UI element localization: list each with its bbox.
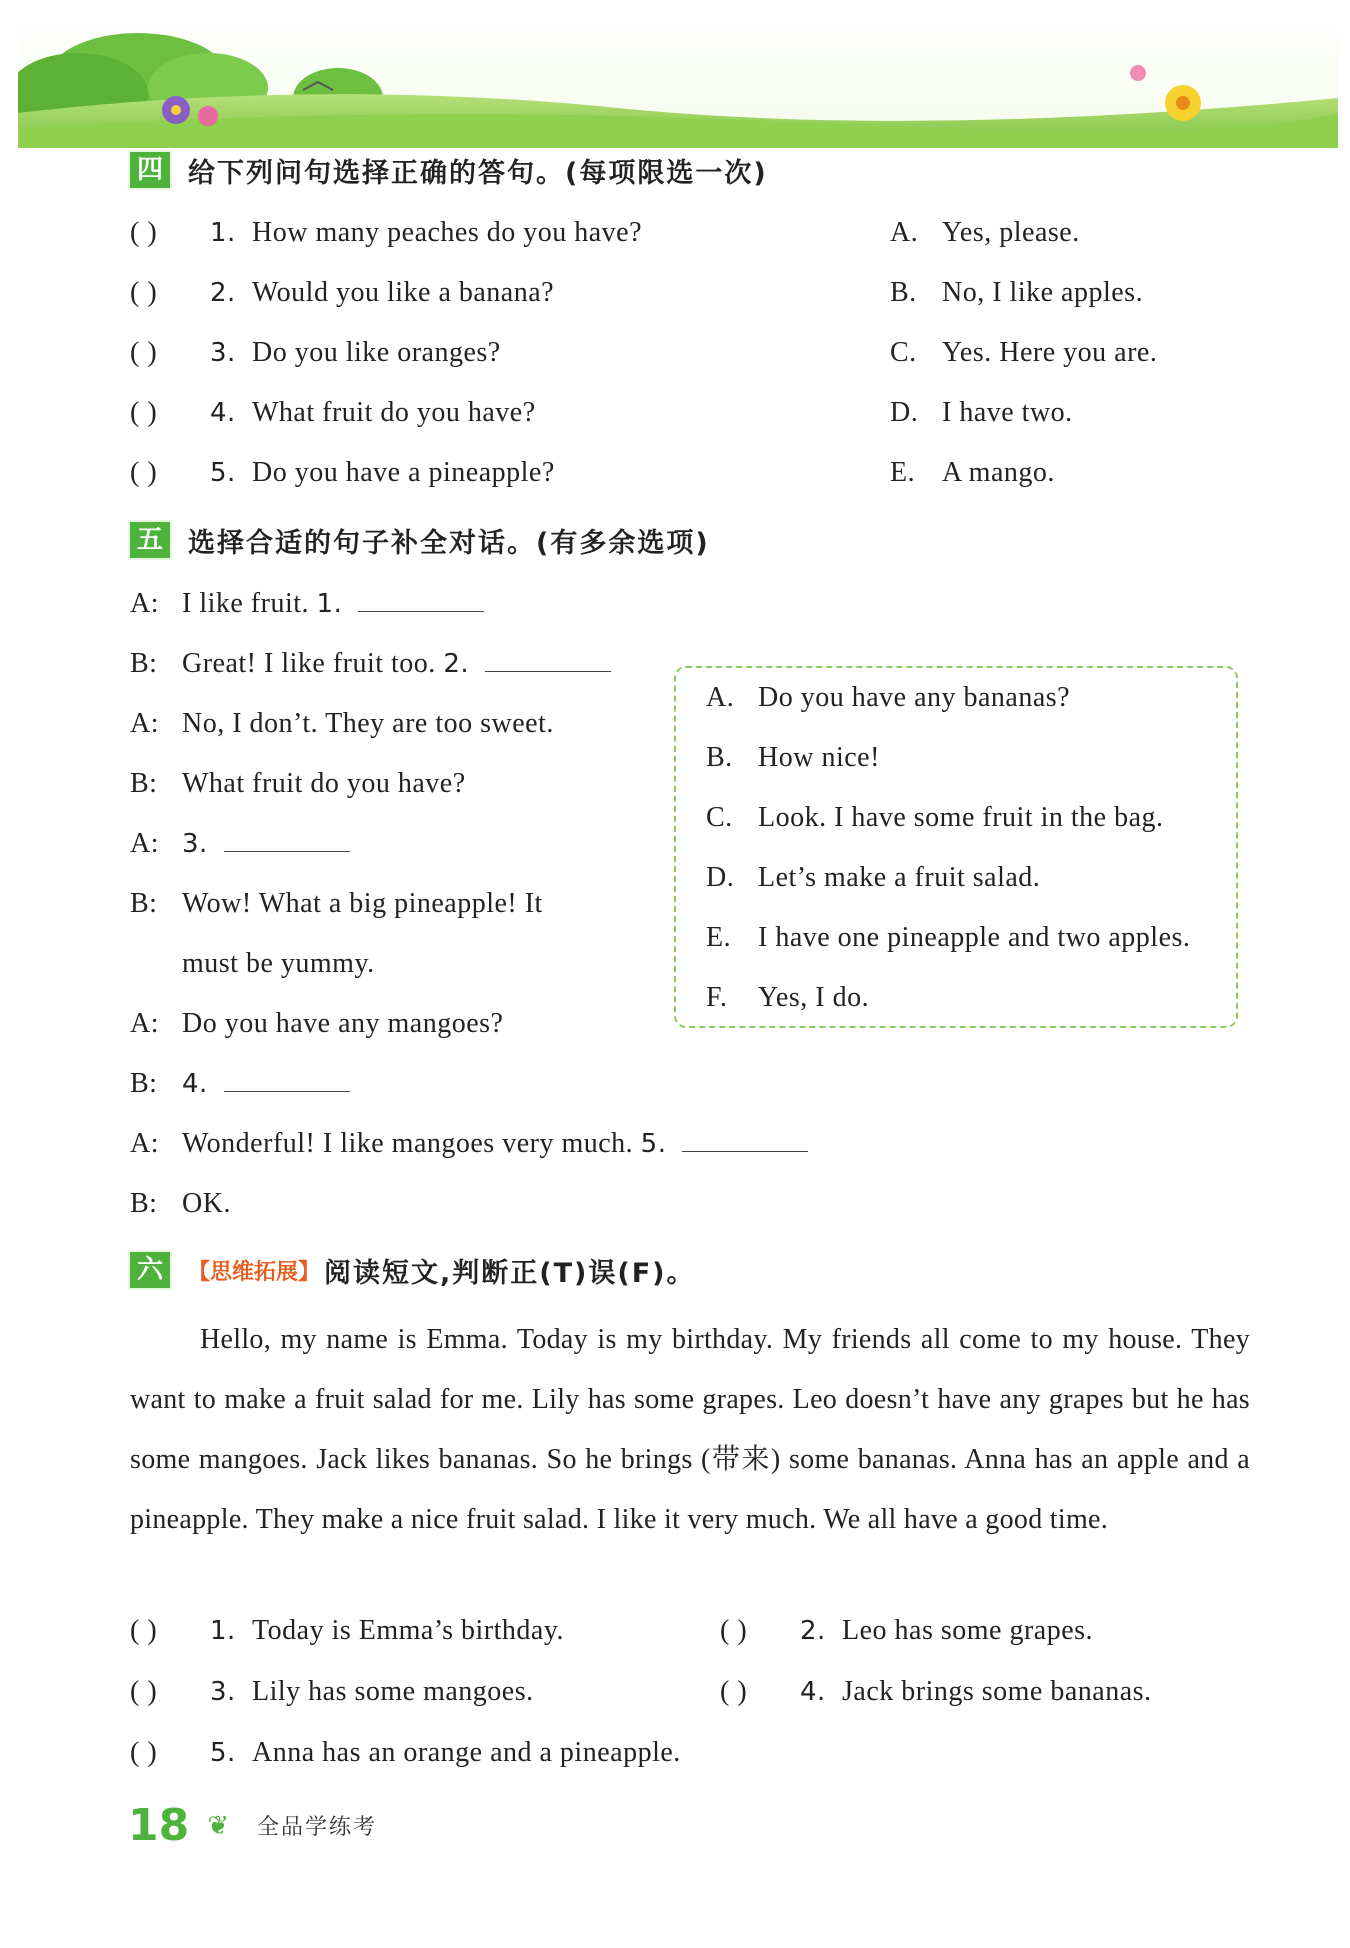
answer-option [890, 397, 1073, 429]
option-text: Yes, I do. [758, 982, 870, 1013]
blank-number: 3. [182, 829, 208, 859]
question-number: 3. [210, 338, 236, 368]
statement-row [130, 1615, 564, 1647]
option-text: How nice! [758, 742, 880, 773]
section-4-title: 给下列问句选择正确的答句。(每项限选一次) [188, 157, 768, 189]
statement-number: 1. [210, 1616, 236, 1646]
dialogue-line [130, 1068, 350, 1100]
question-number: 5. [210, 458, 236, 488]
option-text: Look. I have some fruit in the bag. [758, 802, 1164, 833]
option-letter: C. [706, 802, 733, 833]
answer-blank[interactable] [485, 651, 611, 672]
option-text: I have one pineapple and two apples. [758, 922, 1191, 953]
speaker-label: B: [130, 768, 158, 799]
question-row [130, 277, 554, 309]
dialogue-text: No, I don’t. They are too sweet. [182, 708, 554, 739]
speaker-label: A: [130, 1128, 159, 1159]
dialogue-text: Wonderful! I like mangoes very much. [182, 1128, 634, 1159]
section-6-tag: 【思维拓展】 [188, 1259, 321, 1285]
option-letter: C. [890, 337, 917, 368]
question-row [130, 397, 536, 429]
section-5-options-box [674, 666, 1238, 1028]
option-text: Do you have any bananas? [758, 682, 1071, 713]
answer-paren[interactable]: ( ) [130, 1676, 158, 1707]
dialogue-text: Wow! What a big pineapple! It [182, 888, 543, 919]
option-letter: B. [890, 277, 917, 308]
option-row [706, 742, 880, 774]
option-text: Yes. Here you are. [942, 337, 1158, 368]
question-text: Would you like a banana? [252, 277, 555, 308]
section-4-heading [128, 150, 768, 190]
answer-blank[interactable] [224, 1071, 350, 1092]
option-row [706, 862, 1040, 894]
question-row [130, 337, 501, 369]
section-6-heading [128, 1250, 696, 1290]
question-number: 4. [210, 398, 236, 428]
question-text: Do you like oranges? [252, 337, 501, 368]
answer-option [890, 457, 1055, 489]
answer-paren[interactable]: ( ) [720, 1676, 748, 1707]
section-6-badge: 六 [128, 1250, 172, 1290]
dialogue-line [130, 768, 466, 800]
statement-row [130, 1737, 681, 1769]
dialogue-line [130, 1128, 808, 1160]
statement-row [130, 1676, 534, 1708]
question-number: 2. [210, 278, 236, 308]
option-row [706, 682, 1070, 714]
speaker-label: A: [130, 588, 159, 619]
dialogue-line [130, 888, 543, 920]
section-6-title: 阅读短文,判断正(T)误(F)。 [324, 1257, 696, 1289]
option-row [706, 922, 1190, 954]
statement-number: 3. [210, 1677, 236, 1707]
statement-row [720, 1615, 1093, 1647]
statement-number: 4. [800, 1677, 826, 1707]
option-letter: A. [706, 682, 735, 713]
question-text: How many peaches do you have? [252, 217, 643, 248]
question-number: 1. [210, 218, 236, 248]
dialogue-line [130, 828, 350, 860]
option-letter: E. [890, 457, 916, 488]
section-4-badge: 四 [128, 150, 172, 190]
option-letter: F. [706, 982, 728, 1013]
blank-number: 4. [182, 1069, 208, 1099]
statement-text: Leo has some grapes. [842, 1615, 1094, 1646]
dialogue-text: I like fruit. [182, 588, 310, 619]
dialogue-line [130, 1008, 503, 1040]
option-text: A mango. [942, 457, 1055, 488]
speaker-label: A: [130, 708, 159, 739]
option-text: Let’s make a fruit salad. [758, 862, 1041, 893]
answer-paren[interactable]: ( ) [130, 457, 158, 488]
header-banner-illustration [18, 18, 1338, 148]
answer-paren[interactable]: ( ) [130, 1737, 158, 1768]
statement-text: Jack brings some bananas. [842, 1676, 1152, 1707]
dialogue-line [130, 588, 484, 620]
dialogue-text: must be yummy. [182, 948, 375, 979]
answer-blank[interactable] [224, 831, 350, 852]
speaker-label: A: [130, 1008, 159, 1039]
answer-paren[interactable]: ( ) [130, 217, 158, 248]
answer-option [890, 217, 1080, 249]
question-row [130, 217, 642, 249]
question-row [130, 457, 555, 489]
question-text: Do you have a pineapple? [252, 457, 555, 488]
statement-text: Lily has some mangoes. [252, 1676, 534, 1707]
speaker-label: B: [130, 1188, 158, 1219]
statement-text: Anna has an orange and a pineapple. [252, 1737, 681, 1768]
brand-name: 全品学练考 [257, 1815, 378, 1840]
option-letter: A. [890, 217, 919, 248]
blank-number: 5. [640, 1129, 667, 1159]
blank-number: 1. [316, 589, 343, 619]
answer-option [890, 337, 1157, 369]
dialogue-line [130, 648, 611, 680]
option-letter: D. [890, 397, 919, 428]
page-footer [128, 1800, 377, 1851]
dialogue-text: What fruit do you have? [182, 768, 466, 799]
option-text: I have two. [942, 397, 1073, 428]
answer-blank[interactable] [682, 1131, 808, 1152]
answer-blank[interactable] [358, 591, 484, 612]
section-5-title: 选择合适的句子补全对话。(有多余选项) [188, 527, 710, 559]
answer-paren[interactable]: ( ) [130, 277, 158, 308]
option-row [706, 802, 1164, 834]
statement-text: Today is Emma’s birthday. [252, 1615, 565, 1646]
section-5-badge: 五 [128, 520, 172, 560]
option-row [706, 982, 869, 1014]
passage-text: Hello, my name is Emma. Today is my birthday. My friends all come to my house. They want to make a fruit salad for me. Lily has some grapes. Leo doesn’t have any grapes but he has some mangoes. Jack likes bananas. So he brings (带来) some bananas. Anna has an apple and a pineapple. They make a nice fruit salad. I like it very much. We all have a good time. [130, 1324, 1250, 1535]
answer-option [890, 277, 1143, 309]
speaker-label: B: [130, 648, 158, 679]
dialogue-line [130, 948, 375, 980]
answer-paren[interactable]: ( ) [130, 1615, 158, 1646]
statement-number: 2. [800, 1616, 826, 1646]
dialogue-text: Great! I like fruit too. [182, 648, 436, 679]
question-text: What fruit do you have? [252, 397, 536, 428]
answer-paren[interactable]: ( ) [130, 397, 158, 428]
speaker-label: B: [130, 1068, 158, 1099]
dialogue-text: OK. [182, 1188, 231, 1219]
dialogue-line [130, 708, 554, 740]
option-letter: D. [706, 862, 735, 893]
option-letter: E. [706, 922, 732, 953]
answer-paren[interactable]: ( ) [130, 337, 158, 368]
speaker-label: B: [130, 888, 158, 919]
dialogue-text: Do you have any mangoes? [182, 1008, 504, 1039]
dialogue-line [130, 1188, 231, 1220]
option-letter: B. [706, 742, 733, 773]
answer-paren[interactable]: ( ) [720, 1615, 748, 1646]
sprout-icon: ❦ [207, 1810, 230, 1841]
section-5-heading [128, 520, 710, 560]
statement-number: 5. [210, 1738, 236, 1768]
reading-passage [130, 1310, 1250, 1550]
statement-row [720, 1676, 1152, 1708]
option-text: Yes, please. [942, 217, 1080, 248]
blank-number: 2. [443, 649, 470, 679]
speaker-label: A: [130, 828, 159, 859]
page-number: 18 [128, 1800, 190, 1851]
option-text: No, I like apples. [942, 277, 1144, 308]
